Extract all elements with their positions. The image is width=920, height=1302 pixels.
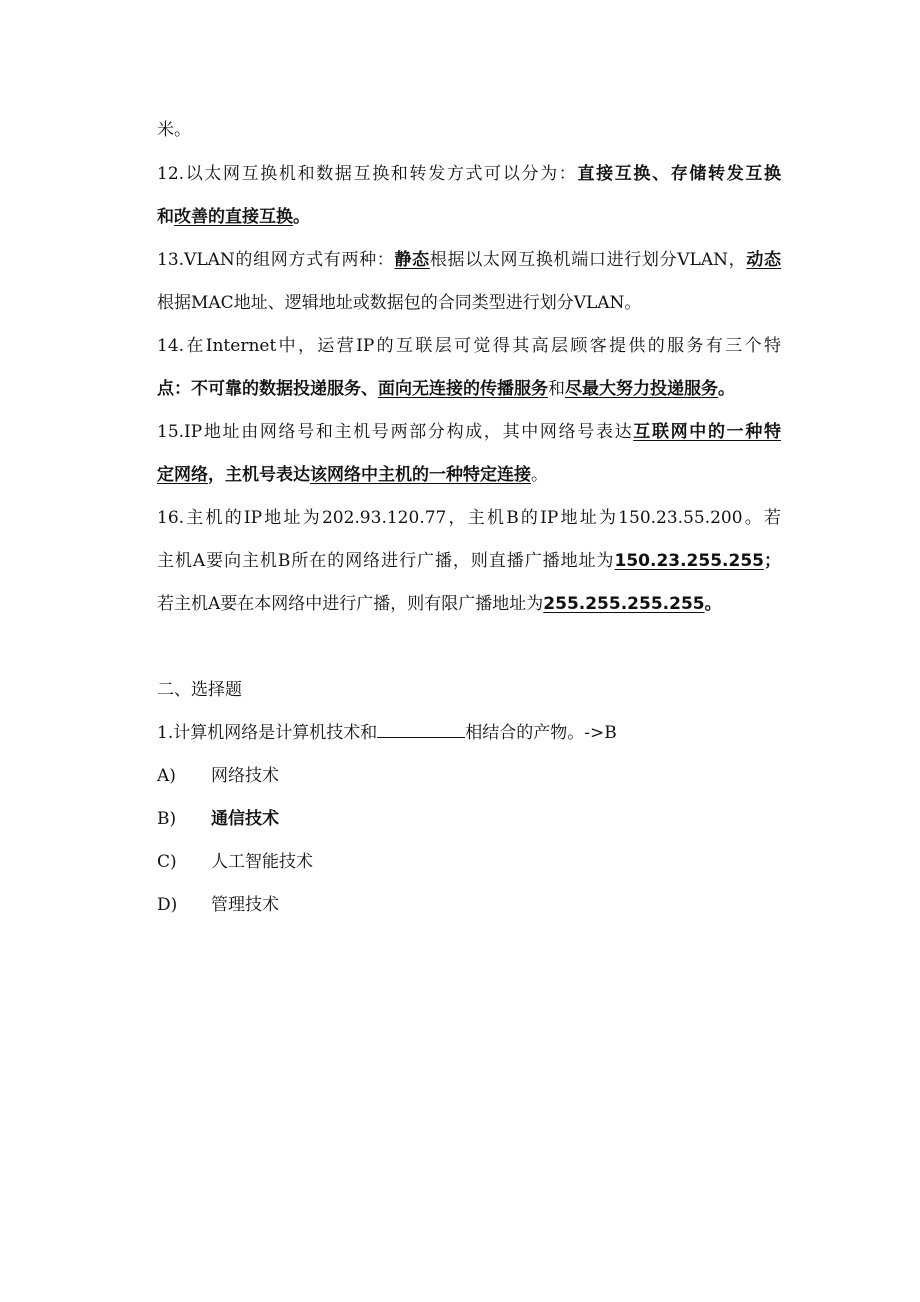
q15-mid: ，主机号表达	[208, 465, 310, 485]
q16-period: 。	[704, 594, 722, 614]
choice-option-a	[157, 764, 781, 788]
q15-line-2	[157, 463, 781, 487]
q14-lead: 点：	[157, 379, 191, 399]
q14-period: 。	[718, 379, 735, 399]
option-letter: B)	[157, 809, 177, 829]
q16-stem: 16.主机的IP地址为202.93.120.77，主机B的IP地址为150.23.55.200。若	[157, 508, 781, 528]
option-letter: C)	[157, 852, 177, 872]
q16-line-3	[157, 592, 781, 616]
q16-line-2	[157, 549, 781, 573]
choice-option-b	[157, 807, 781, 831]
q15-answer-1b: 定网络	[157, 465, 208, 485]
q13-answer-static: 静态	[394, 250, 430, 270]
option-letter: A)	[157, 766, 176, 786]
section-heading-choice	[157, 678, 781, 702]
q16-limited-text: 若主机A要在本网络中进行广播，则有限广播地址为	[157, 594, 544, 614]
q12-stem: 12.以太网互换机和数据互换和转发方式可以分为：	[157, 164, 578, 184]
q12-line-2	[157, 205, 781, 229]
q15-answer-1a: 互联网中的一种特	[633, 422, 781, 442]
q16-semicolon: ；	[764, 551, 781, 571]
q14-line-1	[157, 334, 781, 358]
continuation-text: 米。	[157, 120, 191, 140]
q16-directed-text: 主机A要向主机B所在的网络进行广播，则直播广播地址为	[157, 551, 615, 571]
q15-stem: 15.IP地址由网络号和主机号两部分构成，其中网络号表达	[157, 422, 634, 442]
q14-and: 和	[548, 379, 565, 399]
q13-stem: 13.VLAN的组网方式有两种：	[157, 250, 395, 270]
section-heading-text: 二、选择题	[157, 680, 242, 700]
q16-answer-directed: 150.23.255.255	[614, 551, 764, 571]
q13-dynamic-desc: 根据MAC地址、逻辑地址或数据包的合同类型进行划分VLAN。	[157, 293, 642, 313]
q12-line-1	[157, 162, 781, 186]
option-letter: D)	[157, 895, 178, 915]
q15-answer-2: 该网络中主机的一种特定连接	[310, 465, 531, 485]
q13-static-desc: 根据以太网互换机端口进行划分VLAN，	[429, 250, 747, 270]
q12-conj: 和	[157, 207, 174, 227]
q16-line-1	[157, 506, 781, 530]
q14-stem: 14.在Internet中，运营IP的互联层可觉得其高层顾客提供的服务有三个特	[157, 336, 781, 356]
q13-line-2	[157, 291, 781, 315]
option-text-correct: 通信技术	[211, 809, 279, 829]
option-text: 管理技术	[211, 895, 279, 915]
option-text: 网络技术	[211, 766, 279, 786]
option-text: 人工智能技术	[211, 852, 313, 872]
choice-q1-stem	[157, 721, 781, 745]
q12-answer-2: 改善的直接互换	[174, 207, 293, 227]
choice-option-d	[157, 893, 781, 917]
q14-sep: 、	[361, 379, 378, 399]
q15-period: 。	[531, 465, 548, 485]
q12-period: 。	[293, 207, 310, 227]
choice-q1-stem-a: 1.计算机网络是计算机技术和	[157, 723, 378, 743]
choice-q1-stem-b: 相结合的产物。->B	[465, 723, 617, 743]
q14-answer-3: 尽最大努力投递服务	[565, 379, 718, 399]
choice-option-c	[157, 850, 781, 874]
q14-answer-1: 不可靠的数据投递服务	[191, 379, 361, 399]
q13-line-1	[157, 248, 781, 272]
q13-answer-dynamic: 动态	[746, 250, 782, 270]
q14-answer-2: 面向无连接的传播服务	[378, 379, 548, 399]
answer-blank	[377, 721, 465, 738]
q16-answer-limited: 255.255.255.255	[543, 594, 705, 614]
q14-line-2	[157, 377, 781, 401]
continuation-line	[157, 118, 781, 142]
q15-line-1	[157, 420, 781, 444]
q12-answer-1: 直接互换、存储转发互换	[577, 164, 782, 184]
